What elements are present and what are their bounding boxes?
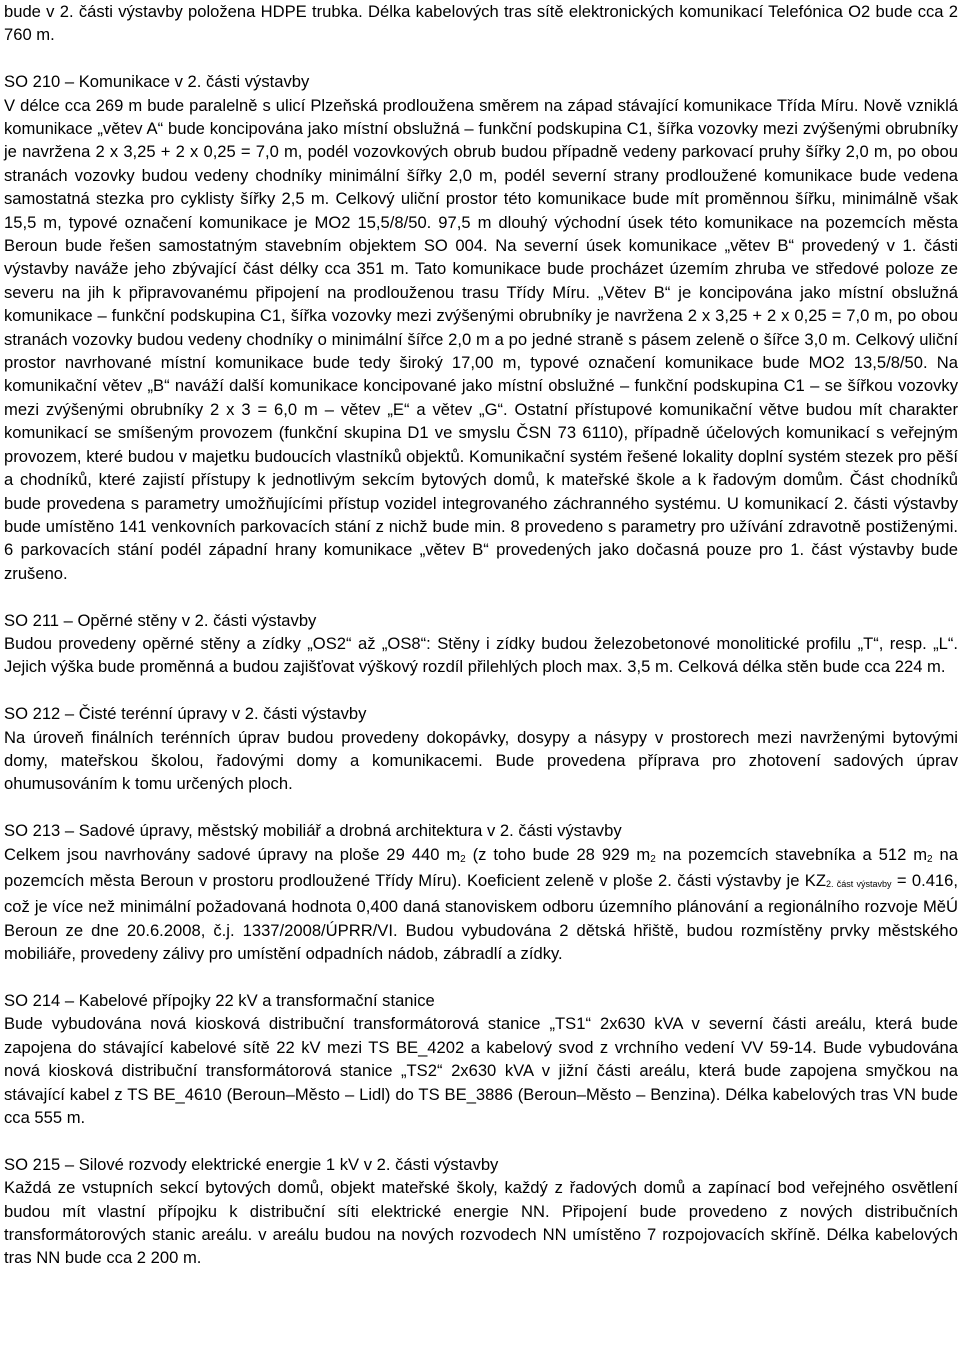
section-heading-so214: SO 214 – Kabelové přípojky 22 kV a transformační stanice — [4, 990, 435, 1010]
section-body-so212: Na úroveň finálních terénních úprav budou provedeny dokopávky, dosypy a násypy v prostorech mezi navrženými bytovými domy, mateřskou školou, řadovými domy a komunikacemi. Bude provedena příprava pro zhotovení sadových úprav ohumusováním k tomu určených ploch. — [4, 727, 958, 794]
intro-paragraph: bude v 2. části výstavby položena HDPE trubka. Délka kabelových tras sítě elektronických komunikací Telefónica O2 bude cca 2 760 m. — [4, 2, 958, 45]
so213-subscript-3: 2 — [927, 853, 933, 865]
spacer — [4, 47, 958, 70]
section-body-so210: V délce cca 269 m bude paralelně s ulicí Plzeňská prodloužena směrem na západ stávající komunikace Třída Míru. Nově vzniklá komunikace „větev A“ bude koncipována jako místní obslužná – funkční podskupina C1, šířka vozovky mezi zvýšenými obrubníky je navržena 2 x 3,25 + 2 x 0,25 = 7,0 m, podél vozovkových obrub budou případně vedeny parkovací pruhy šířky 2,0 m, po obou stranách vozovky budou vedeny chodníky minimální šířky 2,0 m, podél severní strany prodloužené komunikace bude vedena samostatná stezka pro cyklisty šířky 2,5 m. Celkový uliční prostor této komunikace bude mít proměnnou šířku, minimálně však 15,5 m, typové označení komunikace je MO2 15,5/8/50. 97,5 m dlouhý východní úsek této komunikace na pozemcích města Beroun bude řešen samostatným stavebním objektem SO 004. Na severní úsek komunikace „větev B“ provedený v 1. části výstavby naváže jeho zbývající část délky cca 351 m. Tato komunikace bude procházet územím zhruba ve středové poloze ze severu na jih k připravovanému připojení na prodlouženou trasu Třídy Míru. „Větev B“ je koncipována jako místní obslužná komunikace – funkční podskupina C1, šířka vozovky mezi zvýšenými obrubníky je navržena 2 x 3,25 + 2 x 0,25 = 7,0 m, po obou stranách vozovky budou vedeny chodníky o minimální šířce 2,0 m a po jedné straně s pásem zeleně o šířce 3,0 m. Celkový uliční prostor navrhované místní komunikace bude tedy široký 17,00 m, typové označení komunikace bude MO2 13,5/8/50. Na komunikační větev „B“ naváží další komunikace koncipované jako místní obslužné – funkční podskupina C1 – se šířkou vozovky mezi zvýšenými obrubníky 2 x 3 = 6,0 m – větev „E“ a větev „G“. Ostatní přístupové komunikační větve budou mít charakter komunikací se smíšeným provozem (funkční skupina D1 ve smyslu ČSN 73 6110), případně účelových komunikací s veřejným provozem, které budou v majetku budoucích vlastníků objektů. Komunikační systém řešené lokality doplní systém stezek pro pěší a chodníků, které zajistí přístupy k jednotlivým sekcím bytových domů, k mateřské škole a k řadovým domům. Část chodníků bude provedena s parametry umožňujícími přístup vozidel integrovaného záchranného systému. U komunikací 2. části výstavby bude umístěno 141 venkovních parkovacích stání z nichž bude min. 8 provedeno s parametry pro užívání zdravotně postiženými. 6 parkovacích stání podél západní hrany komunikace „větev B“ provedených jako dočasná pouze pro 1. část výstavby bude zrušeno. — [4, 95, 958, 583]
so213-text-4: na pozemcích města Beroun v prostoru prodloužené Třídy Míru). Koeficient zeleně v ploše 2. části výstavby je KZ — [4, 844, 958, 890]
spacer — [4, 1129, 958, 1152]
so213-text-5: = 0.416, což je více než minimální požadovaná hodnota 0,400 daná stanoviskem odboru územního plánování a regionálního rozvoje MěÚ Beroun ze dne 20.6.2008, č.j. 1337/2008/ÚPRR/VI. Budou vybudována 2 dětská hřiště, budou rozmístěny prvky městského mobiliáře, provedeny zálivy pro umístění odpadních nádob, zábradlí a zídky. — [4, 870, 958, 964]
section-heading-so210: SO 210 – Komunikace v 2. části výstavby — [4, 72, 310, 92]
section-heading-so212: SO 212 – Čisté terénní úpravy v 2. části výstavby — [4, 704, 367, 724]
section-body-so211: Budou provedeny opěrné stěny a zídky „OS2“ až „OS8“: Stěny i zídky budou železobetonové monolitické profilu „T“, resp. „L“. Jejich výška bude proměnná a budou zajišťovat výškový rozdíl přilehlých ploch max. 3,5 m. Celková délka stěn bude cca 224 m. — [4, 633, 958, 677]
section-heading-so213: SO 213 – Sadové úpravy, městský mobiliář a drobná architektura v 2. části výstavby — [4, 821, 622, 841]
so213-subscript-2: 2 — [650, 853, 656, 865]
spacer — [4, 796, 958, 819]
so213-subscript-4: 2. část výstavby — [826, 878, 892, 889]
spacer — [4, 585, 958, 608]
spacer — [4, 679, 958, 702]
section-body-so213 — [4, 843, 958, 966]
section-body-so214: Bude vybudována nová kiosková distribuční transformátorová stanice „TS1“ 2x630 kVA v severní části areálu, která bude zapojena do stávající kabelové sítě 22 kV mezi TS BE_4202 a kabelový svod z vrchního vedení VV 59-14. Bude vybudována nová kiosková distribuční transformátorová stanice „TS2“ 2x630 kVA v jižní části areálu, která bude zapojena smyčkou na stávající kabel z TS BE_4610 (Beroun–Město – Lidl) do TS BE_3886 (Beroun–Město – Benzina). Délka kabelových tras VN bude cca 555 m. — [4, 1014, 958, 1128]
so213-text-3: na pozemcích stavebníka a 512 m — [655, 844, 928, 864]
so213-text-1: Celkem jsou navrhovány sadové úpravy na ploše 29 440 m — [4, 844, 461, 864]
section-heading-so211: SO 211 – Opěrné stěny v 2. části výstavby — [4, 610, 317, 630]
so213-subscript-1: 2 — [460, 853, 466, 865]
section-heading-so215: SO 215 – Silové rozvody elektrické energie 1 kV v 2. části výstavby — [4, 1154, 499, 1174]
so213-text-2: (z toho bude 28 929 m — [465, 844, 651, 864]
section-body-so215: Každá ze vstupních sekcí bytových domů, objekt mateřské školy, každý z řadových domů a zapínací bod veřejného osvětlení budou mít vlastní přípojku k distribuční síti elektrické energie NN. Připojení bude provedeno z nových distribučních transformátorových stanic areálu. v areálu budou na nových rozvodech NN umístěno 7 rozpojovacích skříně. Délka kabelových tras NN bude cca 2 200 m. — [4, 1178, 958, 1268]
spacer — [4, 966, 958, 989]
